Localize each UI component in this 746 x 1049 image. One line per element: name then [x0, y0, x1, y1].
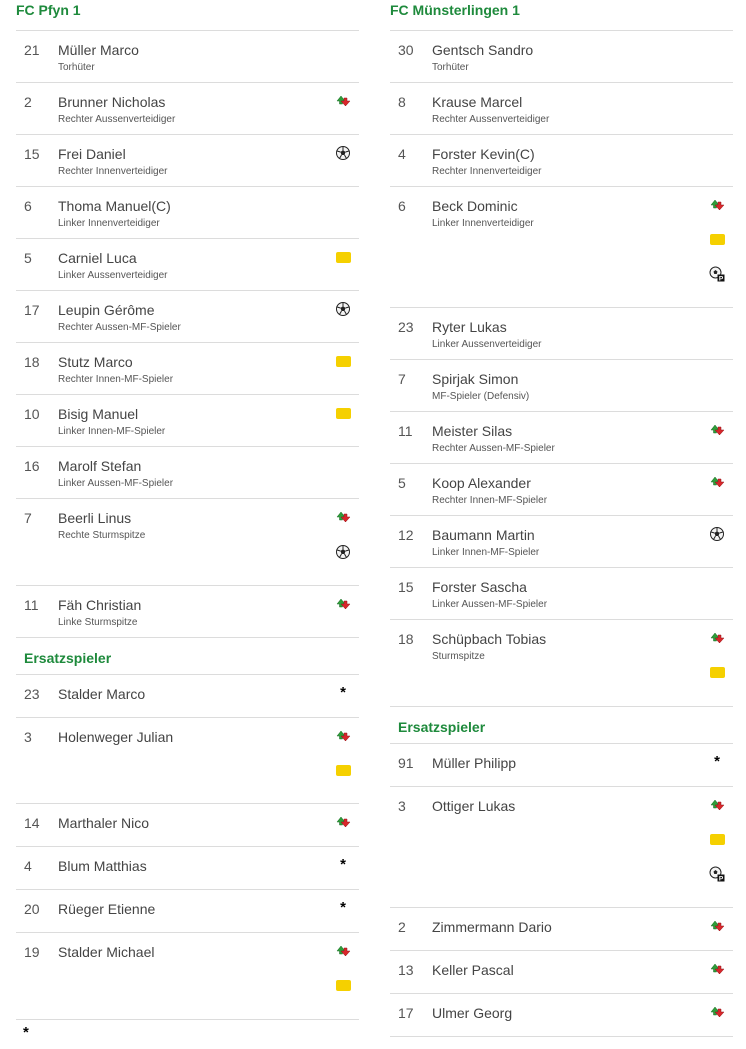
player-row	[390, 620, 733, 707]
player-number: 2	[398, 918, 406, 935]
substitution-icon	[709, 630, 725, 646]
substitution-icon	[709, 422, 725, 438]
player-name: Blum Matthias	[58, 858, 147, 874]
player-position: Rechter Aussenverteidiger	[432, 114, 550, 125]
home-starters-list	[16, 31, 359, 638]
player-position: Linker Aussen-MF-Spieler	[58, 478, 174, 489]
player-number: 10	[24, 406, 40, 422]
player-name: Ryter Lukas	[432, 319, 507, 335]
player-name: Forster Kevin(C)	[432, 146, 535, 162]
player-row	[16, 291, 359, 343]
player-row	[16, 499, 359, 586]
player-name: Keller Pascal	[432, 961, 514, 978]
goal-ball-icon	[709, 526, 725, 542]
home-team-column	[16, 0, 359, 1041]
player-position: Linker Innenverteidiger	[58, 218, 160, 229]
home-subs-list	[16, 675, 359, 1020]
goal-ball-icon	[335, 301, 351, 317]
player-number: 13	[398, 961, 414, 978]
home-subs-label: Ersatzspieler	[24, 649, 112, 666]
player-position: Rechte Sturmspitze	[58, 530, 146, 541]
away-subs-list	[390, 744, 733, 1037]
player-name: Krause Marcel	[432, 94, 523, 110]
player-row	[16, 135, 359, 187]
player-row	[390, 568, 733, 620]
substitution-icon	[335, 509, 351, 525]
player-position: Linker Aussenverteidiger	[432, 339, 542, 350]
player-row	[16, 890, 359, 933]
substitution-icon	[709, 918, 725, 934]
player-row	[390, 744, 733, 787]
player-position: Sturmspitze	[432, 651, 485, 662]
player-name: Stutz Marco	[58, 354, 133, 370]
player-name: Schüpbach Tobias	[432, 631, 547, 647]
substitution-icon	[709, 797, 725, 813]
player-position: Rechter Innen-MF-Spieler	[432, 495, 548, 506]
player-number: 6	[398, 198, 406, 214]
player-position: Rechter Aussen-MF-Spieler	[432, 443, 555, 454]
substitution-icon	[335, 943, 351, 959]
player-position: Rechter Innenverteidiger	[58, 166, 168, 177]
player-position: Linker Aussen-MF-Spieler	[432, 599, 548, 610]
player-row	[16, 447, 359, 499]
player-row	[390, 412, 733, 464]
player-name: Müller Marco	[58, 42, 139, 58]
player-number: 3	[398, 797, 406, 814]
player-row	[390, 135, 733, 187]
player-number: 91	[398, 754, 414, 771]
player-name: Rüeger Etienne	[58, 901, 156, 917]
player-name: Gentsch Sandro	[432, 42, 534, 58]
player-name: Ottiger Lukas	[432, 797, 516, 814]
player-number: 15	[24, 146, 40, 162]
player-row	[16, 239, 359, 291]
substitution-icon	[709, 1004, 725, 1020]
player-name: Meister Silas	[432, 423, 513, 439]
player-name: Koop Alexander	[432, 475, 531, 491]
substitution-icon	[335, 814, 351, 830]
player-row	[16, 31, 359, 83]
player-number: 12	[398, 527, 414, 543]
substitution-icon	[709, 197, 725, 213]
player-number: 18	[24, 354, 40, 370]
player-name: Holenweger Julian	[58, 728, 174, 745]
player-name: Ulmer Georg	[432, 1004, 513, 1021]
star-icon: *	[340, 856, 346, 873]
player-row	[390, 187, 733, 308]
player-name: Thoma Manuel(C)	[58, 198, 171, 214]
player-number: 2	[24, 94, 32, 110]
away-team-column	[390, 0, 733, 1037]
player-name: Marthaler Nico	[58, 815, 150, 831]
yellow-card-icon	[335, 249, 351, 265]
player-row	[390, 308, 733, 360]
player-number: 14	[24, 815, 40, 831]
player-name: Bisig Manuel	[58, 406, 139, 422]
player-position: Linker Innen-MF-Spieler	[432, 547, 540, 558]
player-number: 8	[398, 94, 406, 110]
player-number: 20	[24, 901, 40, 917]
player-position: Linke Sturmspitze	[58, 616, 138, 628]
away-starters-list	[390, 31, 733, 707]
player-position: Rechter Innen-MF-Spieler	[58, 374, 174, 385]
player-position: Rechter Innenverteidiger	[432, 166, 542, 177]
yellow-card-icon	[709, 665, 725, 681]
player-name: Frei Daniel	[58, 146, 126, 162]
player-name: Leupin Gérôme	[58, 302, 155, 318]
penalty-goal-icon	[709, 866, 725, 882]
star-icon: *	[340, 899, 346, 916]
player-number: 4	[398, 146, 406, 162]
player-position: Linker Innenverteidiger	[432, 218, 534, 229]
player-row	[390, 516, 733, 568]
away-subs-label: Ersatzspieler	[398, 718, 486, 735]
home-footnote: *	[23, 1024, 29, 1041]
star-icon: *	[340, 683, 346, 701]
player-number: 19	[24, 944, 40, 960]
player-number: 17	[398, 1004, 414, 1021]
player-number: 30	[398, 42, 414, 58]
player-row	[16, 804, 359, 847]
player-number: 21	[24, 42, 40, 58]
star-icon: *	[714, 752, 720, 770]
goal-ball-icon	[335, 145, 351, 161]
player-row	[390, 951, 733, 994]
player-name: Marolf Stefan	[58, 458, 142, 474]
player-name: Beck Dominic	[432, 198, 518, 214]
yellow-card-icon	[709, 232, 725, 248]
substitution-icon	[335, 596, 351, 612]
home-team-title: FC Pfyn 1	[16, 0, 359, 31]
svg-text:P: P	[718, 275, 724, 282]
player-row	[390, 464, 733, 516]
player-number: 17	[24, 302, 40, 318]
goal-ball-icon	[335, 544, 351, 560]
player-number: 16	[24, 458, 40, 474]
player-name: Baumann Martin	[432, 527, 535, 543]
penalty-goal-icon	[709, 266, 725, 282]
player-name: Beerli Linus	[58, 510, 132, 526]
player-position: Torhüter	[432, 62, 469, 73]
home-subs-title	[16, 638, 359, 675]
player-row	[16, 847, 359, 890]
yellow-card-icon	[335, 353, 351, 369]
player-number: 5	[24, 250, 32, 266]
player-number: 18	[398, 631, 414, 647]
substitution-icon	[709, 961, 725, 977]
player-name: Spirjak Simon	[432, 371, 519, 387]
substitution-icon	[335, 728, 351, 744]
player-number: 23	[24, 685, 40, 702]
yellow-card-icon	[335, 762, 351, 778]
player-name: Zimmermann Dario	[432, 918, 552, 935]
player-row	[16, 395, 359, 447]
player-row	[16, 718, 359, 805]
player-position: Linker Innen-MF-Spieler	[58, 426, 166, 437]
player-name: Stalder Marco	[58, 685, 146, 702]
player-name: Fäh Christian	[58, 596, 142, 613]
player-position: Rechter Aussen-MF-Spieler	[58, 322, 181, 333]
player-row	[16, 675, 359, 718]
player-number: 15	[398, 579, 414, 595]
player-number: 23	[398, 319, 414, 335]
player-number: 6	[24, 198, 32, 214]
player-row	[390, 83, 733, 135]
player-name: Carniel Luca	[58, 250, 137, 266]
player-number: 4	[24, 858, 32, 874]
player-position: MF-Spieler (Defensiv)	[432, 391, 530, 402]
player-row	[16, 933, 359, 1020]
player-name: Müller Philipp	[432, 754, 517, 771]
player-number: 7	[24, 510, 32, 526]
away-subs-title	[390, 707, 733, 744]
yellow-card-icon	[335, 978, 351, 994]
player-number: 7	[398, 371, 406, 387]
yellow-card-icon	[709, 831, 725, 847]
player-number: 3	[24, 728, 32, 745]
player-position: Linker Aussenverteidiger	[58, 270, 168, 281]
substitution-icon	[335, 93, 351, 109]
player-name: Stalder Michael	[58, 944, 155, 960]
player-row	[390, 994, 733, 1037]
away-team-title: FC Münsterlingen 1	[390, 0, 733, 31]
player-position: Torhüter	[58, 62, 95, 73]
player-position: Rechter Aussenverteidiger	[58, 114, 176, 125]
player-number: 5	[398, 475, 406, 491]
yellow-card-icon	[335, 405, 351, 421]
player-row	[16, 187, 359, 239]
player-row	[390, 360, 733, 412]
player-row	[16, 586, 359, 638]
svg-text:P: P	[718, 874, 724, 882]
player-name: Brunner Nicholas	[58, 94, 166, 110]
player-row	[390, 31, 733, 83]
player-row	[16, 343, 359, 395]
substitution-icon	[709, 474, 725, 490]
player-row	[390, 787, 733, 908]
player-name: Forster Sascha	[432, 579, 527, 595]
player-row	[390, 908, 733, 951]
player-number: 11	[398, 423, 413, 439]
player-row	[16, 83, 359, 135]
player-number: 11	[24, 596, 39, 613]
